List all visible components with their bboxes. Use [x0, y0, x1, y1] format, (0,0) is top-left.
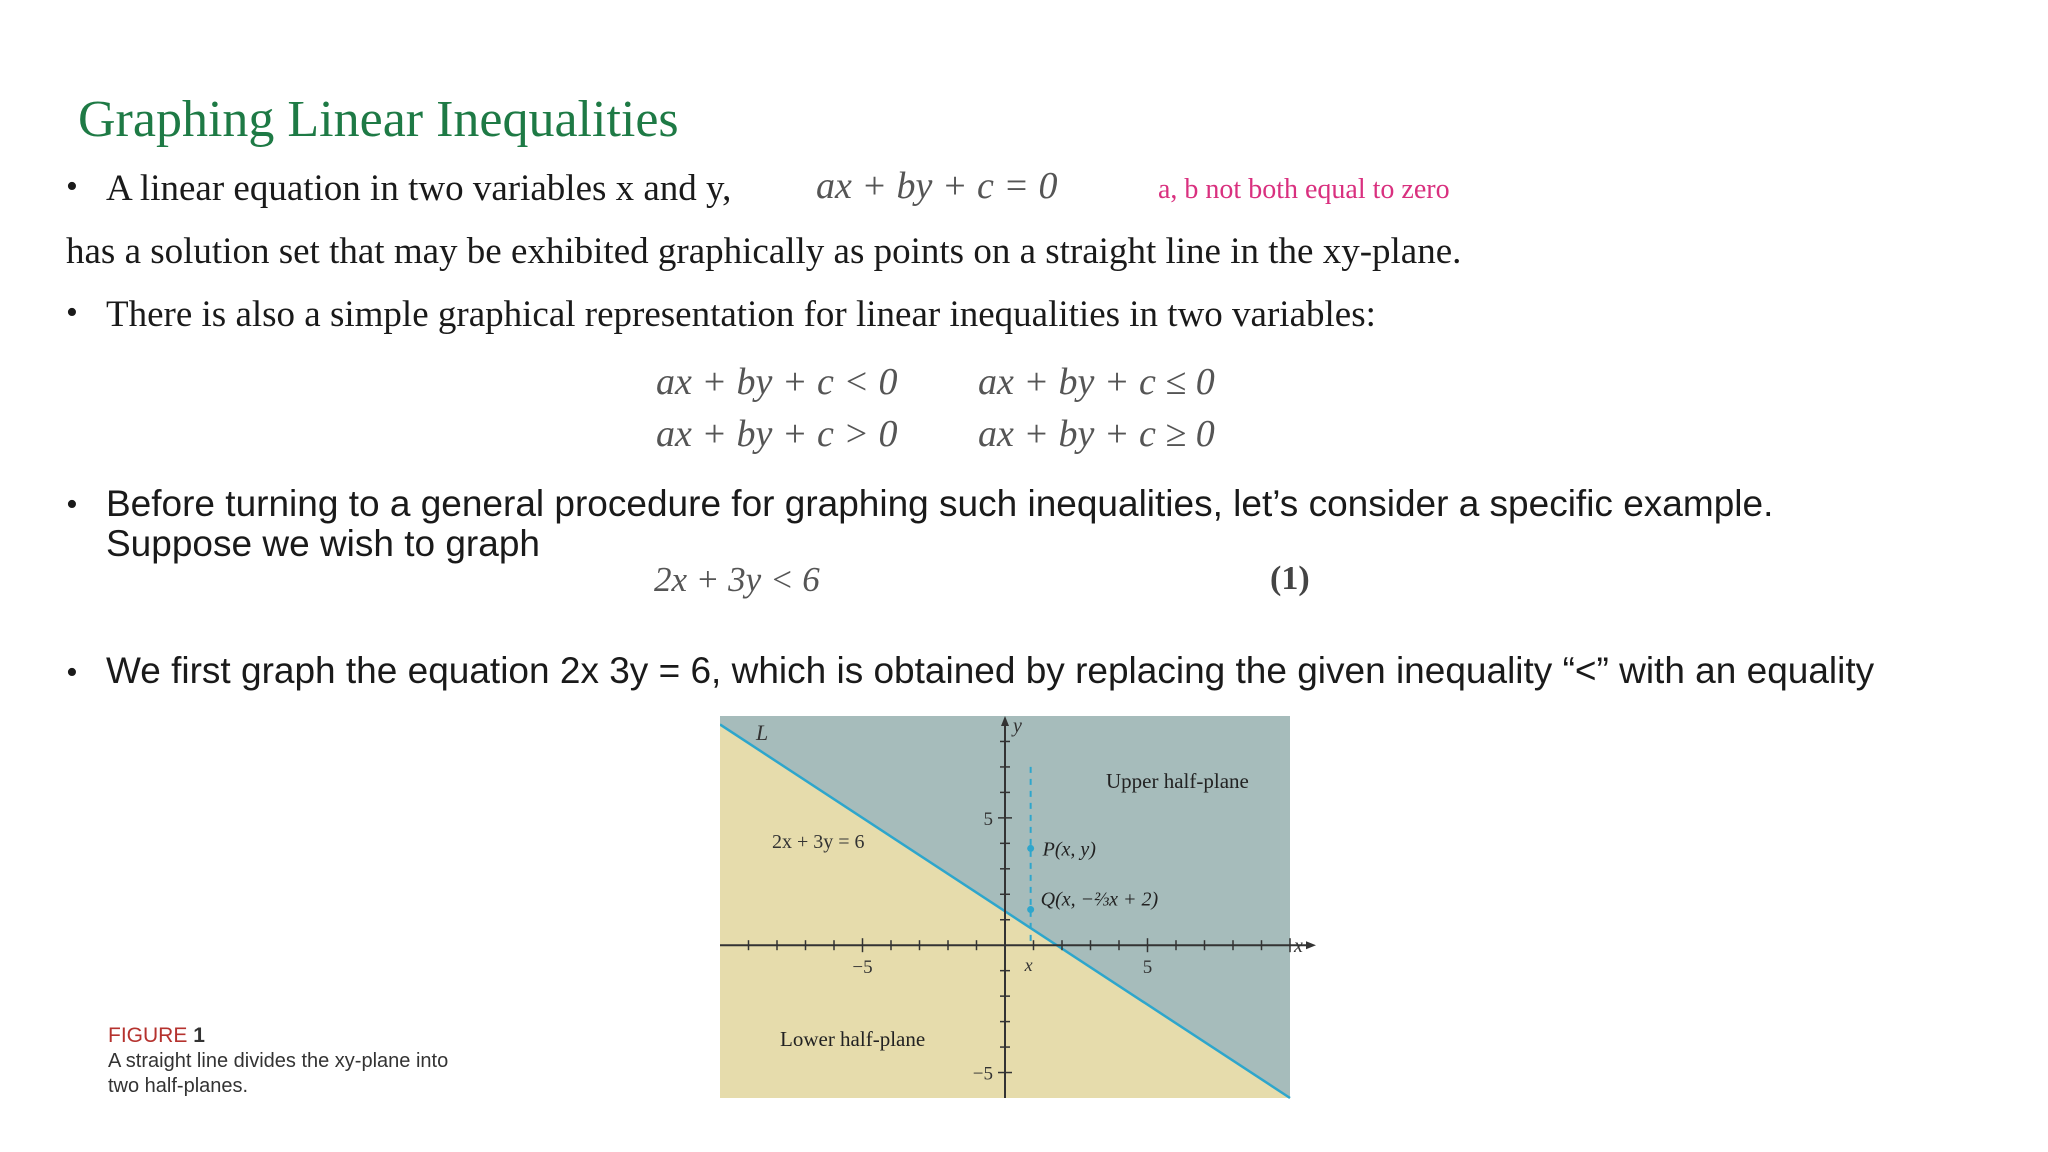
lower-half-plane-label: Lower half-plane: [780, 1027, 926, 1051]
y-tick-label: 5: [983, 808, 993, 830]
point-p-label: P(x, y): [1042, 838, 1096, 861]
figure-caption-line-1: A straight line divides the xy-plane into: [108, 1050, 449, 1072]
figure-number: 1: [193, 1024, 205, 1047]
point-p: [1027, 845, 1034, 852]
point-q: [1027, 906, 1034, 913]
inequality-less-than: ax + by + c < 0: [656, 361, 898, 403]
equation-number: (1): [1270, 560, 1310, 597]
x-coordinate-marker: x: [1024, 955, 1033, 976]
bullet-3: •: [66, 486, 78, 523]
general-equation: ax + by + c = 0: [816, 165, 1058, 207]
x-axis-label: x: [1294, 935, 1303, 958]
x-axis-arrow: [1306, 941, 1316, 949]
line-equation-label: 2x + 3y = 6: [772, 831, 865, 853]
point-q-label: Q(x, −⅔x + 2): [1040, 888, 1159, 911]
figure-label-text: FIGURE: [108, 1024, 188, 1047]
graph-equation-text: We first graph the equation 2x 3y = 6, which is obtained by replacing the given inequality “<” with an equality: [106, 650, 1875, 691]
upper-half-plane-label: Upper half-plane: [1106, 769, 1249, 793]
graphical-representation-text: There is also a simple graphical representation for linear inequalities in two variables:: [106, 294, 1376, 335]
y-tick-label: −5: [972, 1063, 993, 1085]
example-inequality: 2x + 3y < 6: [654, 560, 820, 599]
figure-caption-line-2: two half-planes.: [108, 1075, 249, 1097]
slide-title: Graphing Linear Inequalities: [78, 91, 679, 148]
y-axis-label: y: [1013, 716, 1022, 737]
line-label: L: [756, 720, 769, 745]
bullet-2: •: [66, 294, 78, 331]
coefficient-note: a, b not both equal to zero: [1158, 174, 1450, 205]
inequality-greater-than: ax + by + c > 0: [656, 413, 898, 455]
linear-equation-text: A linear equation in two variables x and y,: [106, 168, 732, 209]
specific-example-text: Before turning to a general procedure for graphing such inequalities, let’s consider a specific example.: [106, 483, 1774, 524]
inequality-less-equal: ax + by + c ≤ 0: [978, 361, 1215, 403]
bullet-4: •: [66, 654, 78, 691]
suppose-graph-text: Suppose we wish to graph: [106, 523, 540, 564]
x-tick-label: −5: [852, 957, 873, 979]
inequality-greater-equal: ax + by + c ≥ 0: [978, 413, 1215, 455]
figure-label: [108, 1024, 205, 1048]
half-plane-figure: [720, 716, 1320, 1100]
bullet-1: •: [66, 168, 78, 205]
solution-set-text: has a solution set that may be exhibited graphically as points on a straight line in the xy-plane.: [66, 231, 1462, 272]
x-tick-label: 5: [1142, 957, 1153, 979]
